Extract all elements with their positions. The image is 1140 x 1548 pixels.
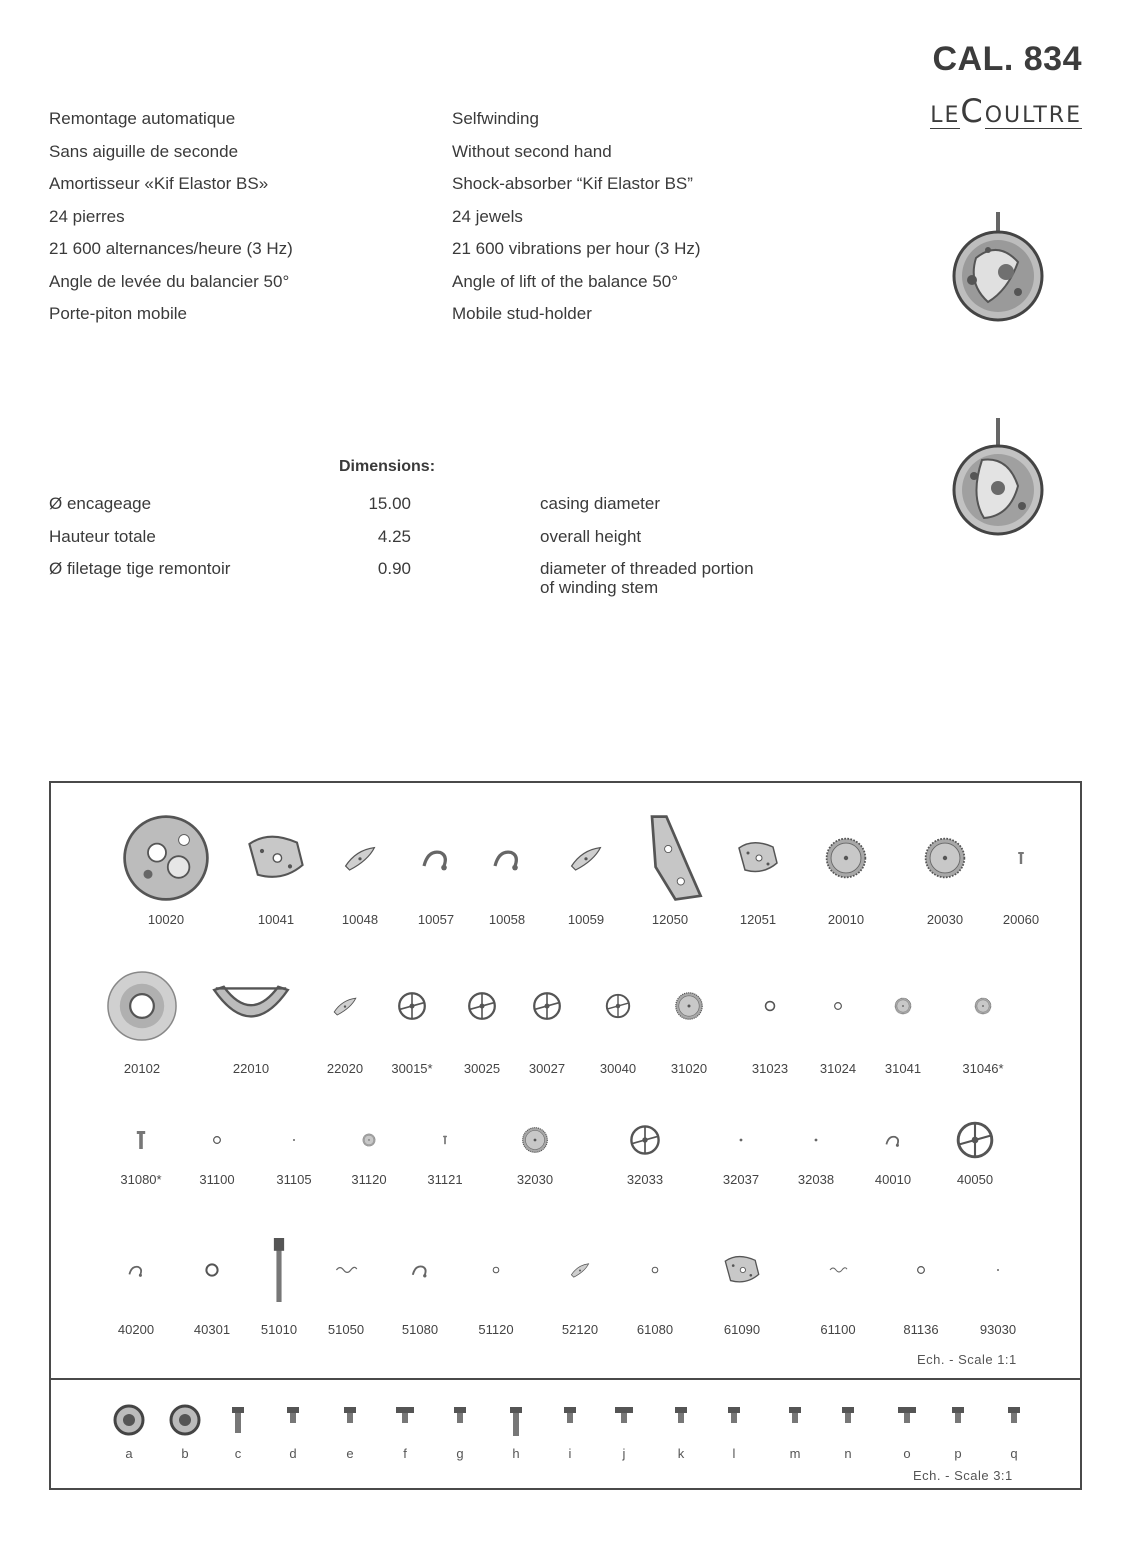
part-number: 51120 <box>478 1322 514 1337</box>
part-31041 <box>858 997 948 1076</box>
part-drawing <box>451 1265 541 1275</box>
spec-fr-line: 24 pierres <box>49 206 125 226</box>
dim-fr-stem: Ø filetage tige remontoir <box>49 559 231 578</box>
screw-label: e <box>346 1446 354 1461</box>
part-drawing <box>930 1119 1020 1161</box>
part-drawing <box>697 1248 787 1292</box>
screw-i <box>550 1404 590 1461</box>
screw-m <box>775 1404 815 1461</box>
part-number: 30027 <box>528 1061 566 1076</box>
part-number: 61100 <box>820 1322 856 1337</box>
screw-drawing <box>938 1404 978 1436</box>
dim-en-height: overall height <box>540 527 642 546</box>
part-40050 <box>930 1119 1020 1187</box>
screw-label: f <box>403 1446 407 1461</box>
screw-q <box>994 1404 1034 1461</box>
part-drawing <box>644 991 734 1021</box>
part-drawing <box>121 810 211 906</box>
screw-drawing <box>775 1404 815 1436</box>
part-12050 <box>625 813 715 927</box>
part-number: 51050 <box>327 1322 365 1337</box>
screw-drawing <box>994 1404 1034 1436</box>
brand-c: C <box>960 92 985 130</box>
screw-label: c <box>234 1446 242 1461</box>
screw-n <box>828 1404 868 1461</box>
part-number: 32030 <box>516 1172 554 1187</box>
part-drawing <box>462 838 552 878</box>
movement-photo-bottom <box>948 416 1048 536</box>
spec-fr-line: Porte-piton mobile <box>49 304 187 323</box>
part-number: 31121 <box>427 1172 463 1187</box>
part-number: 40200 <box>117 1322 155 1337</box>
part-number: 20030 <box>926 912 964 927</box>
dim-value-height: 4.25 <box>377 527 411 546</box>
part-drawing <box>793 1260 883 1280</box>
spec-fr-line: Remontage automatique <box>49 109 236 128</box>
part-number: 40301 <box>193 1322 231 1337</box>
part-number: 31023 <box>751 1061 789 1076</box>
screw-b <box>165 1404 205 1461</box>
part-number: 30015* <box>391 1061 433 1076</box>
part-drawing <box>858 997 948 1015</box>
part-number: 31046* <box>962 1061 1004 1076</box>
dim-fr-height: Hauteur totale <box>49 527 156 546</box>
part-22010 <box>206 966 296 1076</box>
part-number: 32037 <box>722 1172 760 1187</box>
dim-fr-casing: Ø encageage <box>49 494 152 513</box>
screw-drawing <box>828 1404 868 1436</box>
screw-label: b <box>181 1446 189 1461</box>
part-12051 <box>713 833 803 927</box>
spec-fr-line: Angle de levée du balancier 50° <box>49 271 290 291</box>
scale-parts: Ech. - Scale 1:1 <box>917 1352 1017 1367</box>
part-10059 <box>541 838 631 927</box>
part-31020 <box>644 991 734 1076</box>
part-number: 10048 <box>341 912 379 927</box>
part-20060 <box>976 848 1066 927</box>
part-drawing <box>938 997 1028 1015</box>
part-number: 40050 <box>956 1172 994 1187</box>
spec-en-line: Angle of lift of the balance 50° <box>452 271 679 291</box>
part-number: 12050 <box>651 912 689 927</box>
part-number: 52120 <box>561 1322 599 1337</box>
spec-fr-line: 21 600 alternances/heure (3 Hz) <box>49 239 293 258</box>
dim-en-stem: diameter of threaded portion <box>540 559 754 578</box>
screw-drawing <box>330 1404 370 1436</box>
dim-en-stem-2: of winding stem <box>540 578 659 597</box>
dim-en-casing: casing diameter <box>540 494 661 513</box>
brand-le: LE <box>930 103 961 128</box>
part-31121 <box>400 1133 490 1187</box>
screw-label: p <box>954 1446 962 1461</box>
part-number: 40010 <box>874 1172 912 1187</box>
screw-label: h <box>512 1446 520 1461</box>
part-number: 10020 <box>147 912 185 927</box>
part-drawing <box>625 813 715 903</box>
screw-label: d <box>289 1446 297 1461</box>
spec-en-line: Without second hand <box>452 141 612 161</box>
screw-drawing <box>714 1404 754 1436</box>
screw-label: g <box>456 1446 464 1461</box>
part-93030 <box>953 1265 1043 1337</box>
caliber-title: CAL. 834 <box>932 40 1082 78</box>
screw-o <box>887 1404 927 1461</box>
screw-label: q <box>1010 1446 1018 1461</box>
screw-drawing <box>218 1404 258 1436</box>
spec-en-line: Shock-absorber “Kif Elastor BS” <box>452 174 693 193</box>
screw-drawing <box>550 1404 590 1436</box>
part-drawing <box>953 1265 1043 1275</box>
part-number: 31105 <box>276 1172 312 1187</box>
screw-drawing <box>661 1404 701 1436</box>
screw-j <box>604 1404 644 1461</box>
screw-d <box>273 1404 313 1461</box>
specs-french <box>49 103 293 331</box>
part-number: 22020 <box>326 1061 364 1076</box>
part-number: 30040 <box>599 1061 637 1076</box>
screw-label: o <box>903 1446 911 1461</box>
part-number: 81136 <box>903 1322 939 1337</box>
screw-drawing <box>440 1404 480 1436</box>
screw-e <box>330 1404 370 1461</box>
screw-drawing <box>887 1404 927 1436</box>
part-number: 22010 <box>232 1061 270 1076</box>
screw-drawing <box>385 1404 425 1436</box>
part-number: 51080 <box>401 1322 439 1337</box>
spec-fr-line: Amortisseur «Kif Elastor BS» <box>49 174 269 193</box>
brand-rest: OULTRE <box>984 103 1082 128</box>
screw-drawing <box>109 1404 149 1436</box>
frame-divider <box>49 1378 1082 1380</box>
part-drawing <box>490 1126 580 1154</box>
part-drawing <box>848 1129 938 1151</box>
part-drawing <box>97 969 187 1043</box>
part-drawing <box>610 1265 700 1275</box>
part-number: 30025 <box>463 1061 501 1076</box>
part-10041 <box>231 823 321 927</box>
part-drawing <box>541 838 631 878</box>
dim-value-stem: 0.90 <box>377 559 411 578</box>
part-drawing <box>600 1123 690 1157</box>
part-40010 <box>848 1129 938 1187</box>
part-number: 20060 <box>1002 912 1040 927</box>
spec-en-line: Mobile stud-holder <box>452 304 592 323</box>
part-number: 31100 <box>199 1172 235 1187</box>
screw-label: i <box>568 1446 572 1461</box>
screw-drawing <box>273 1404 313 1436</box>
part-number: 10059 <box>567 912 605 927</box>
spec-en-line: 24 jewels <box>452 206 523 226</box>
screw-h <box>496 1404 536 1461</box>
part-20010 <box>801 836 891 927</box>
part-number: 31120 <box>351 1172 387 1187</box>
part-number: 12051 <box>739 912 777 927</box>
screw-label: j <box>622 1446 626 1461</box>
screw-label: n <box>844 1446 852 1461</box>
screw-g <box>440 1404 480 1461</box>
brand-logo <box>930 92 1082 130</box>
part-32030 <box>490 1126 580 1187</box>
part-number: 10058 <box>488 912 526 927</box>
dim-value-casing: 15.00 <box>368 494 411 513</box>
part-drawing <box>231 823 321 893</box>
part-61080 <box>610 1265 700 1337</box>
screw-drawing <box>604 1404 644 1436</box>
part-32033 <box>600 1123 690 1187</box>
screw-a <box>109 1404 149 1461</box>
part-10058 <box>462 838 552 927</box>
screw-drawing <box>496 1404 536 1436</box>
part-20102 <box>97 969 187 1076</box>
specs-english <box>452 103 701 331</box>
part-number: 31041 <box>884 1061 922 1076</box>
part-drawing <box>206 966 296 1046</box>
part-number: 32033 <box>626 1172 664 1187</box>
screw-l <box>714 1404 754 1461</box>
part-number: 10041 <box>257 912 295 927</box>
part-number: 20010 <box>827 912 865 927</box>
part-31046 <box>938 997 1028 1076</box>
dimensions-heading: Dimensions: <box>339 458 436 475</box>
part-number: 32038 <box>797 1172 835 1187</box>
part-61090 <box>697 1248 787 1337</box>
part-drawing <box>713 833 803 883</box>
part-drawing <box>801 836 891 880</box>
part-number: 61080 <box>636 1322 674 1337</box>
part-drawing <box>976 848 1066 868</box>
spec-en-line: 21 600 vibrations per hour (3 Hz) <box>452 239 701 258</box>
part-number: 93030 <box>979 1322 1017 1337</box>
screw-drawing <box>165 1404 205 1436</box>
part-number: 31020 <box>670 1061 708 1076</box>
screw-f <box>385 1404 425 1461</box>
spec-fr-line: Sans aiguille de seconde <box>49 141 239 161</box>
screw-label: m <box>789 1446 801 1461</box>
scale-screws: Ech. - Scale 3:1 <box>913 1468 1013 1483</box>
movement-photo-top <box>948 210 1048 322</box>
part-10020 <box>121 810 211 927</box>
screw-label: a <box>125 1446 133 1461</box>
part-61100 <box>793 1260 883 1337</box>
screw-c <box>218 1404 258 1461</box>
part-number: 51010 <box>260 1322 298 1337</box>
screw-p <box>938 1404 978 1461</box>
screw-k <box>661 1404 701 1461</box>
part-number: 10057 <box>417 912 455 927</box>
screw-label: k <box>677 1446 685 1461</box>
part-51120 <box>451 1265 541 1337</box>
part-number: 20102 <box>123 1061 161 1076</box>
screw-label: l <box>732 1446 736 1461</box>
part-number: 61090 <box>723 1322 761 1337</box>
part-number: 31024 <box>819 1061 857 1076</box>
part-drawing <box>400 1133 490 1147</box>
part-number: 31080* <box>120 1172 162 1187</box>
spec-en-line: Selfwinding <box>452 109 539 128</box>
